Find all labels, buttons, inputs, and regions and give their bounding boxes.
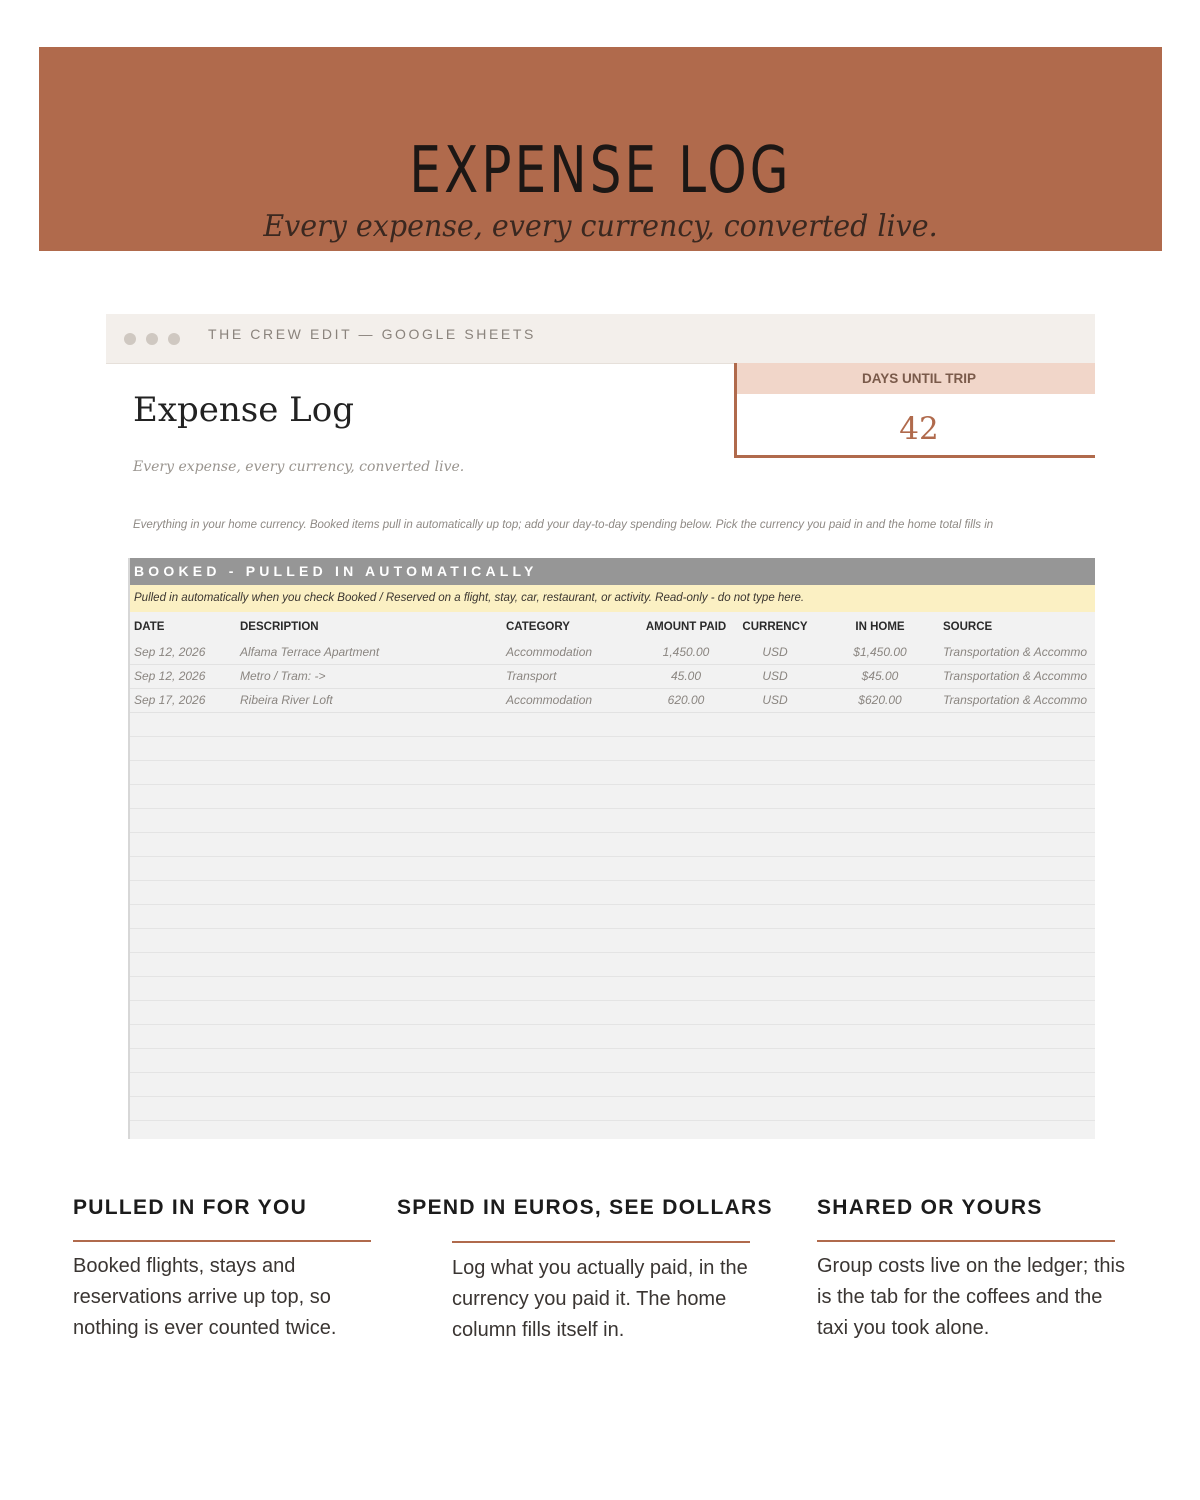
sheet-tagline: Every expense, every currency, converted live. — [133, 459, 465, 475]
cell-description[interactable]: Metro / Tram: -> — [240, 669, 326, 683]
days-until-trip-card — [734, 363, 1095, 458]
cell-source[interactable]: Transportation & Accommo — [943, 693, 1088, 707]
feature-spend-in-euros — [397, 1196, 773, 1341]
booked-section-header: BOOKED - PULLED IN AUTOMATICALLY — [130, 558, 1095, 585]
feature-title: PULLED IN FOR YOU — [73, 1196, 308, 1219]
grid-line — [130, 976, 1095, 977]
cell-category[interactable]: Transport — [506, 669, 557, 683]
column-header-category[interactable]: CATEGORY — [506, 621, 570, 633]
window-dot-icon[interactable] — [146, 333, 158, 345]
cell-category[interactable]: Accommodation — [506, 645, 593, 659]
feature-divider — [452, 1241, 750, 1243]
feature-divider — [817, 1240, 1115, 1242]
column-header-in-home[interactable]: IN HOME — [855, 621, 905, 633]
spreadsheet-window — [106, 314, 1095, 1139]
banner-subtitle: Every expense, every currency, converted live. — [263, 209, 938, 244]
cell-currency[interactable]: USD — [762, 669, 788, 683]
feature-body: Group costs live on the ledger; this is the tab for the coffees and the taxi you took alone. — [817, 1255, 1125, 1339]
countdown-value: 42 — [899, 411, 939, 447]
hero-banner — [39, 47, 1162, 251]
cell-source[interactable]: Transportation & Accommo — [943, 645, 1088, 659]
column-header-source[interactable]: SOURCE — [943, 621, 993, 633]
cell-date[interactable]: Sep 12, 2026 — [134, 669, 206, 683]
table-row[interactable] — [130, 640, 1095, 665]
sheet-title: Expense Log — [133, 390, 354, 430]
countdown-label: DAYS UNTIL TRIP — [737, 363, 1095, 394]
cell-description[interactable]: Alfama Terrace Apartment — [240, 645, 380, 659]
window-dot-icon[interactable] — [168, 333, 180, 345]
grid-line — [130, 856, 1095, 857]
column-header-description[interactable]: DESCRIPTION — [240, 621, 319, 633]
cell-amount-paid[interactable]: 1,450.00 — [662, 645, 710, 659]
grid-line — [130, 808, 1095, 809]
cell-in-home[interactable]: $45.00 — [861, 669, 899, 683]
grid-line — [130, 1024, 1095, 1025]
window-titlebar — [106, 314, 1095, 364]
table-row[interactable] — [130, 688, 1095, 713]
grid-line — [130, 1048, 1095, 1049]
grid-line — [130, 904, 1095, 905]
feature-divider — [73, 1240, 371, 1242]
cell-currency[interactable]: USD — [762, 693, 788, 707]
grid-line — [130, 784, 1095, 785]
grid-line — [130, 1096, 1095, 1097]
cell-in-home[interactable]: $620.00 — [858, 693, 902, 707]
cell-date[interactable]: Sep 12, 2026 — [134, 645, 206, 659]
column-header-currency[interactable]: CURRENCY — [742, 621, 808, 633]
sheet-instructions: Everything in your home currency. Booked items pull in automatically up top; add your day-to-day spending below. Pick the currency you paid in and the home total fills in — [133, 519, 994, 531]
cell-category[interactable]: Accommodation — [506, 693, 593, 707]
grid-line — [130, 760, 1095, 761]
cell-date[interactable]: Sep 17, 2026 — [134, 693, 206, 707]
feature-shared-or-yours — [817, 1196, 1125, 1339]
feature-pulled-in — [73, 1196, 337, 1339]
table-header-row — [130, 616, 1095, 640]
grid-line — [130, 1000, 1095, 1001]
column-header-amount-paid[interactable]: AMOUNT PAID — [645, 621, 727, 633]
cell-in-home[interactable]: $1,450.00 — [853, 645, 907, 659]
grid-line — [130, 880, 1095, 881]
grid-line — [130, 1072, 1095, 1073]
cell-description[interactable]: Ribeira River Loft — [240, 693, 333, 707]
cell-source[interactable]: Transportation & Accommo — [943, 669, 1088, 683]
window-dot-icon[interactable] — [124, 333, 136, 345]
grid-line — [130, 1120, 1095, 1121]
grid-line — [130, 832, 1095, 833]
cell-currency[interactable]: USD — [762, 645, 788, 659]
feature-title: SPEND IN EUROS, SEE DOLLARS — [397, 1196, 773, 1219]
banner-title: EXPENSE LOG — [409, 134, 792, 208]
feature-body: Booked flights, stays and reservations arrive up top, so nothing is ever counted twice. — [73, 1255, 337, 1339]
grid-line — [130, 736, 1095, 737]
grid-line — [130, 952, 1095, 953]
column-header-date[interactable]: DATE — [134, 621, 165, 633]
table-row[interactable] — [130, 664, 1095, 689]
booked-section-note: Pulled in automatically when you check Booked / Reserved on a flight, stay, car, restaurant, or activity. Read-only - do not type here. — [130, 585, 1095, 612]
grid-line — [130, 928, 1095, 929]
window-title: THE CREW EDIT — GOOGLE SHEETS — [208, 326, 536, 342]
cell-amount-paid[interactable]: 45.00 — [670, 669, 702, 683]
cell-amount-paid[interactable]: 620.00 — [667, 693, 705, 707]
feature-title: SHARED OR YOURS — [817, 1196, 1043, 1219]
expense-grid — [128, 558, 1095, 1139]
feature-body: Log what you actually paid, in the currency you paid it. The home column fills itself in. — [452, 1257, 748, 1341]
